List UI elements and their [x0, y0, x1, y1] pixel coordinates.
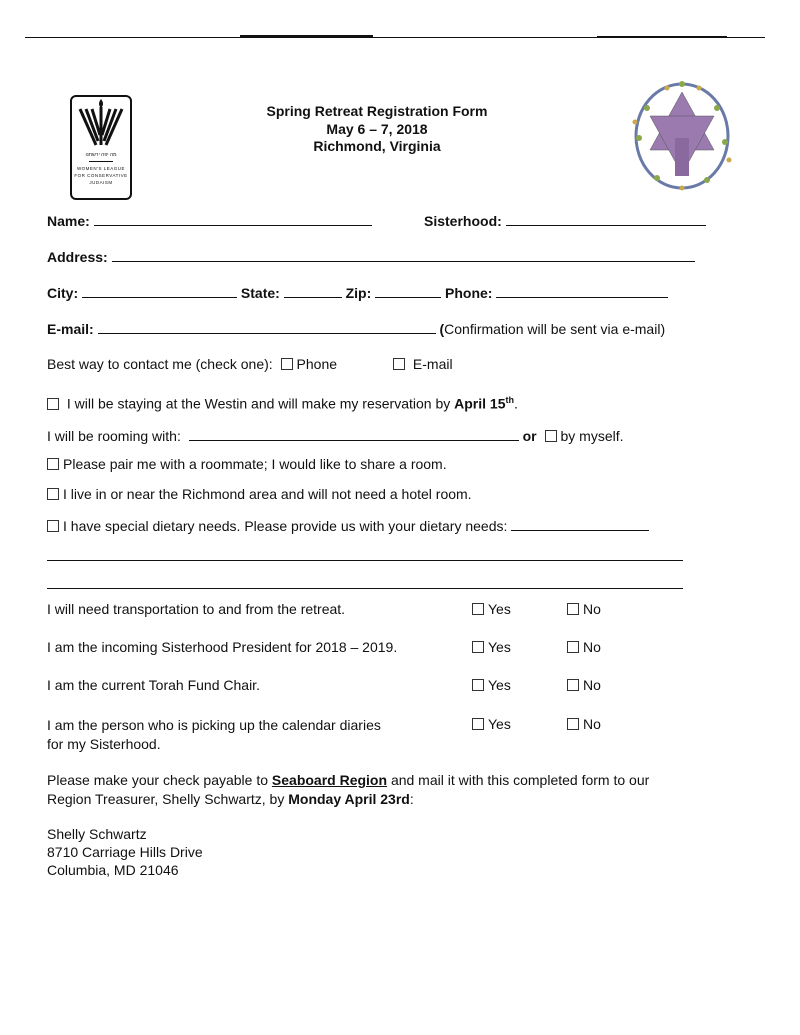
no-option[interactable]: [567, 601, 601, 617]
phone-label: Phone:: [445, 285, 493, 301]
email-note: Confirmation will be sent via e-mail): [444, 321, 666, 337]
address-field[interactable]: [112, 247, 695, 262]
form-title: Spring Retreat Registration Form: [266, 103, 488, 119]
westin-row: [47, 395, 518, 412]
westin-date: April 15: [454, 395, 506, 412]
roommate-field[interactable]: [189, 426, 519, 441]
no-label: No: [583, 716, 601, 732]
westin-period: .: [514, 395, 518, 412]
logo-hebrew: מה יפה ירשתנו: [85, 152, 117, 158]
address-row: [47, 247, 695, 265]
question-text-cont: for my Sisterhood.: [47, 736, 161, 752]
yes-label: Yes: [488, 677, 511, 693]
no-label: No: [583, 677, 601, 693]
yes-checkbox[interactable]: [472, 641, 484, 653]
local-text: I live in or near the Richmond area and will not need a hotel room.: [63, 486, 472, 502]
event-dates: May 6 – 7, 2018: [326, 120, 428, 137]
question-text: I will need transportation to and from the retreat.: [47, 601, 346, 617]
dietary-text: I have special dietary needs. Please provide us with your dietary needs:: [63, 518, 508, 534]
sisterhood-label: Sisterhood:: [424, 213, 502, 229]
address-label: Address:: [47, 249, 108, 265]
phone-checkbox[interactable]: [281, 358, 293, 370]
zip-field[interactable]: [375, 283, 441, 298]
email-field[interactable]: [98, 319, 436, 334]
city-label: City:: [47, 285, 79, 301]
email-label: E-mail:: [47, 321, 94, 337]
payment-payee: Seaboard Region: [271, 772, 388, 788]
dietary-line-1[interactable]: [47, 560, 683, 561]
payment-text: Region Treasurer, Shelly Schwartz, by: [47, 791, 285, 807]
no-checkbox[interactable]: [567, 679, 579, 691]
yes-label: Yes: [488, 639, 511, 655]
rooming-label: I will be rooming with:: [47, 428, 181, 444]
yes-option[interactable]: [472, 601, 511, 617]
phone-field[interactable]: [496, 283, 668, 298]
no-checkbox[interactable]: [567, 718, 579, 730]
question-text: I am the current Torah Fund Chair.: [47, 677, 260, 693]
no-label: No: [583, 639, 601, 655]
yes-option[interactable]: [472, 677, 511, 693]
question-diaries: [47, 716, 381, 754]
yes-label: Yes: [488, 601, 511, 617]
top-rule-segment: [597, 36, 727, 38]
no-option[interactable]: [567, 639, 601, 655]
email-checkbox[interactable]: [393, 358, 405, 370]
payment-deadline: Monday April 23rd: [288, 791, 410, 807]
email-row: [47, 319, 665, 337]
yes-label: Yes: [488, 716, 511, 732]
payment-text: and mail it with this completed form to our: [390, 772, 650, 788]
sisterhood-row: [424, 211, 706, 229]
city-row: [47, 283, 668, 301]
phone-option-label: Phone: [296, 356, 338, 372]
yes-checkbox[interactable]: [472, 718, 484, 730]
top-rule-segment: [240, 35, 373, 37]
question-president: [47, 639, 397, 655]
name-label: Name:: [47, 213, 90, 229]
no-option[interactable]: [567, 677, 601, 693]
yes-option[interactable]: [472, 639, 511, 655]
payment-text: Please make your check payable to: [47, 772, 269, 788]
question-text: I am the incoming Sisterhood President for 2018 – 2019.: [47, 639, 398, 655]
pair-roommate-checkbox[interactable]: [47, 458, 59, 470]
no-label: No: [583, 601, 601, 617]
name-field[interactable]: [94, 211, 372, 226]
email-option-label: E-mail: [412, 356, 453, 372]
name-row: [47, 211, 372, 229]
mail-recipient: Shelly Schwartz: [47, 826, 147, 842]
contact-preference-row: [47, 356, 453, 372]
dietary-line-2[interactable]: [47, 588, 683, 589]
yes-option[interactable]: [472, 716, 511, 732]
wlcj-logo: [70, 95, 132, 200]
state-field[interactable]: [284, 283, 342, 298]
contact-preference-label: Best way to contact me (check one):: [47, 356, 273, 372]
dietary-row: [47, 516, 649, 534]
dietary-field[interactable]: [511, 516, 649, 531]
question-text: I am the person who is picking up the calendar diaries: [47, 717, 381, 733]
payment-instructions: [47, 771, 649, 809]
event-location: Richmond, Virginia: [313, 138, 441, 154]
by-myself-label: by myself.: [560, 428, 624, 444]
rooming-or: or: [522, 428, 537, 444]
pair-roommate-text: Please pair me with a roommate; I would like to share a room.: [63, 456, 447, 472]
westin-date-suffix: th: [505, 395, 514, 405]
rooming-row: [47, 426, 624, 444]
local-row: [47, 486, 472, 502]
state-label: State:: [240, 285, 280, 301]
no-option[interactable]: [567, 716, 601, 732]
zip-label: Zip:: [345, 285, 372, 301]
sisterhood-field[interactable]: [506, 211, 706, 226]
city-field[interactable]: [82, 283, 237, 298]
form-header: [227, 103, 527, 156]
payment-text: :: [409, 791, 414, 807]
menorah-icon: [72, 97, 130, 149]
question-torah-fund: [47, 677, 260, 693]
local-checkbox[interactable]: [47, 488, 59, 500]
question-transportation: [47, 601, 345, 617]
email-note-paren: (: [439, 321, 445, 337]
no-checkbox[interactable]: [567, 603, 579, 615]
mail-city: Columbia, MD 21046: [47, 862, 179, 878]
logo-text: WOMEN'S LEAGUE FOR CONSERVATIVE JUDAISM: [74, 166, 128, 185]
mail-street: 8710 Carriage Hills Drive: [47, 844, 203, 860]
yes-checkbox[interactable]: [472, 679, 484, 691]
seaboard-region-logo: [627, 78, 737, 193]
by-myself-checkbox[interactable]: [545, 430, 557, 442]
no-checkbox[interactable]: [567, 641, 579, 653]
yes-checkbox[interactable]: [472, 603, 484, 615]
westin-text: I will be staying at the Westin and will make my reservation by: [66, 395, 451, 412]
dietary-checkbox[interactable]: [47, 520, 59, 532]
mailing-address: [47, 825, 203, 879]
pair-roommate-row: [47, 456, 447, 472]
westin-checkbox[interactable]: [47, 398, 59, 410]
